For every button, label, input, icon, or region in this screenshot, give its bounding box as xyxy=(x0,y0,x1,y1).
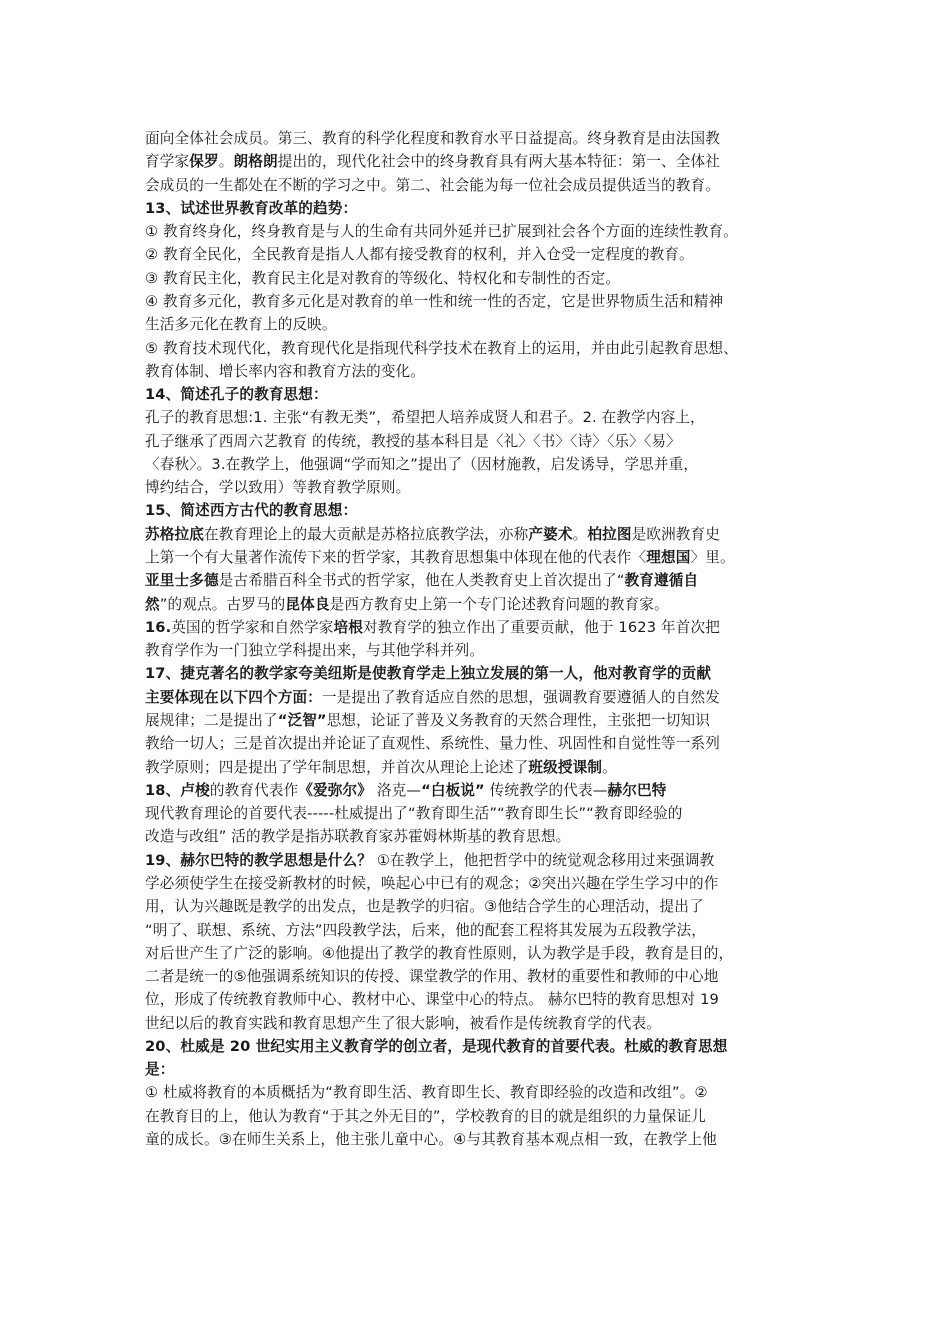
text-run: 生活多元化在教育上的反映。 xyxy=(145,316,337,334)
text-line xyxy=(145,640,484,662)
text-run: 孔子的教育思想:1. 主张“有教无类”，希望把人培养成贤人和君子。2. 在教学内容上， xyxy=(145,409,705,427)
text-line xyxy=(145,1106,706,1128)
text-run: 上第一个有大量著作流传下来的哲学家，其教育思想集中体现在他的代表作〈 xyxy=(145,549,647,567)
text-line xyxy=(145,1013,661,1035)
bold-text-run: 15、简述西方古代的教育思想： xyxy=(145,502,358,520)
bold-text-run: 亚里士多德 xyxy=(145,572,219,590)
text-run: 孔子继承了西周六艺教育 的传统，教授的基本科目是〈礼〉〈书〉〈诗〉〈乐〉〈易〉 xyxy=(145,432,681,450)
text-line xyxy=(145,826,570,848)
text-run: 。 xyxy=(572,525,588,543)
text-run: 思想，论证了普及义务教育的天然合理性，主张把一切知识 xyxy=(326,712,711,729)
text-line xyxy=(145,780,667,802)
text-run: 是古希腊百科全书式的哲学家，他在人类教育史上首次提出了“ xyxy=(218,572,625,590)
text-run: 学必须使学生在接受新教材的时候，唤起心中已有的观念；②突出兴趣在学生学习中的作 xyxy=(145,874,719,892)
text-run: 童的成长。③在师生关系上，他主张儿童中心。④与其教育基本观点相一致，在教学上他 xyxy=(145,1131,717,1149)
text-run: 位，形成了传统教育教师中心、教材中心、课堂中心的特点。 赫尔巴特的教育思想对 19 xyxy=(145,991,719,1009)
bold-text-run: 保罗 xyxy=(189,153,219,171)
bold-text-run: “白板说” xyxy=(421,781,485,799)
text-line xyxy=(145,407,705,429)
text-run: 的教育代表作 xyxy=(209,781,299,799)
text-line xyxy=(145,1036,727,1058)
text-run: 〈春秋〉。3.在教学上，他强调“学而知之”提出了（因材施教，启发诱导，学思并重， xyxy=(145,455,699,473)
text-run: 对后世产生了广泛的影响。④他提出了教学的教育性原则，认为教学是手段，教育是目的， xyxy=(145,944,734,962)
text-run: ① 杜威将教育的本质概括为“教育即生活、教育即生长、教育即经验的改造和改组”。② xyxy=(145,1084,708,1102)
text-line xyxy=(145,338,738,360)
bold-text-run: 17、捷克著名的教学家夸美纽斯是使教育学走上独立发展的第一人，他对教育学的贡献 xyxy=(145,665,712,683)
bold-text-run: 14、简述孔子的教育思想： xyxy=(145,386,328,404)
text-run: 面向全体社会成员。第三、教育的科学化程度和教育水平日益提高。终身教育是由法国教 xyxy=(145,130,721,147)
bold-text-run: 朗格朗 xyxy=(233,153,278,171)
bold-text-run: 《爱弥尔》 xyxy=(298,781,373,799)
text-line xyxy=(145,431,681,453)
text-run: ③ 教育民主化，教育民主化是对教育的等级化、特权化和专制性的否定。 xyxy=(145,269,621,287)
bold-text-run: “泛智” xyxy=(277,712,327,729)
text-run: 用，认为兴趣既是教学的出发点，也是教学的归宿。③他结合学生的心理活动，提出了 xyxy=(145,898,704,916)
text-run: 英国的哲学家和自然学家 xyxy=(171,618,334,636)
text-run: 博约结合，学以致用）等教育教学原则。 xyxy=(145,479,411,497)
bold-text-run: 16. xyxy=(145,618,172,636)
text-line xyxy=(145,803,682,825)
text-line xyxy=(145,989,719,1011)
bold-text-run: 柏拉图 xyxy=(587,525,632,543)
text-run: ① 教育终身化，终身教育是与人的生命有共同外延并已扩展到社会各个方面的连续性教育。 xyxy=(145,223,739,241)
text-run: 在教育目的上，他认为教育“于其之外无目的”，学校教育的目的就是组织的力量保证儿 xyxy=(145,1107,706,1125)
text-run: 洛克— xyxy=(372,781,422,799)
text-run: “明了、联想、系统、方法”四段教学法，后来，他的配套工程将其发展为五段教学法， xyxy=(145,921,706,939)
text-run: 现代教育理论的首要代表-----杜威提出了“教育即生活”“教育即生长”“教育即经验的 xyxy=(145,805,683,823)
text-line xyxy=(145,617,720,639)
text-line xyxy=(145,1129,717,1151)
text-run: ”的观点。古罗马的 xyxy=(159,595,286,613)
text-run: 教育学作为一门独立学科提出来，与其他学科并列。 xyxy=(145,642,485,660)
bold-text-run: 苏格拉底 xyxy=(145,525,204,543)
text-line xyxy=(145,221,738,243)
text-line xyxy=(145,198,357,220)
text-run: 是西方教育史上第一个专门论述教育问题的教育家。 xyxy=(329,595,669,613)
text-line xyxy=(145,687,720,709)
text-line xyxy=(145,547,735,569)
text-line xyxy=(145,268,620,290)
bold-text-run: 是： xyxy=(145,1061,175,1079)
text-run: ④ 教育多元化，教育多元化是对教育的单一性和统一性的否定，它是世界物质生活和精神 xyxy=(145,292,724,310)
text-line xyxy=(145,151,720,173)
text-run: 。 xyxy=(218,153,234,171)
text-line xyxy=(145,244,694,266)
bold-text-run: 13、试述世界教育改革的趋势： xyxy=(145,199,358,217)
text-run: 育学家 xyxy=(145,153,190,171)
text-line xyxy=(145,850,714,872)
bold-text-run: 理想国 xyxy=(646,549,691,567)
text-line xyxy=(145,477,410,499)
text-run: 是欧洲教育史 xyxy=(631,525,721,543)
text-line xyxy=(145,454,698,476)
bold-text-run: 教育遵循自 xyxy=(624,572,699,590)
bold-text-run: 然 xyxy=(145,595,160,613)
text-run: 教学原则；四是提出了学年制思想，并首次从理论上论述了 xyxy=(145,758,529,776)
text-line xyxy=(145,757,617,779)
text-line xyxy=(145,1082,708,1104)
text-line xyxy=(145,570,698,592)
text-line xyxy=(145,710,710,732)
text-line xyxy=(145,314,337,336)
text-run: 教育体制、增长率内容和教育方法的变化。 xyxy=(145,362,426,380)
text-line xyxy=(145,896,704,918)
text-run: ⑤ 教育技术现代化，教育现代化是指现代科学技术在教育上的运用，并由此引起教育思想、 xyxy=(145,339,739,357)
text-line xyxy=(145,524,720,546)
text-run: ② 教育全民化，全民教育是指人人都有接受教育的权利，并入仓受一定程度的教育。 xyxy=(145,246,694,264)
bold-text-run: 产婆术 xyxy=(528,525,573,543)
text-line xyxy=(145,175,720,197)
text-run: 二者是统一的⑤他强调系统知识的传授、课堂教学的作用、教材的重要性和教师的中心地 xyxy=(145,968,719,986)
text-run: 世纪以后的教育实践和教育思想产生了很大影响，被看作是传统教育学的代表。 xyxy=(145,1014,662,1032)
text-run: 传统教学的代表— xyxy=(484,781,608,799)
text-line xyxy=(145,291,723,313)
text-line xyxy=(145,873,719,895)
text-line xyxy=(145,594,669,616)
text-run: 〉里。 xyxy=(690,549,735,567)
text-run: 教给一切人；三是首次提出并论证了直观性、系统性、量力性、巩固性和自觉性等一系列 xyxy=(145,735,721,753)
text-run: 。 xyxy=(602,758,617,776)
bold-text-run: 培根 xyxy=(333,618,363,636)
text-run: ①在教学上，他把哲学中的统觉观念移用过来强调教 xyxy=(372,851,715,869)
text-line xyxy=(145,966,719,988)
bold-text-run: 赫尔巴特 xyxy=(607,781,667,799)
text-run: 展规律；二是提出了 xyxy=(145,712,278,729)
text-line xyxy=(145,500,357,522)
bold-text-run: 班级授课制 xyxy=(528,758,603,776)
text-line xyxy=(145,128,720,150)
text-run: 会成员的一生都处在不断的学习之中。第二、社会能为每一位社会成员提供适当的教育。 xyxy=(145,176,721,194)
text-line xyxy=(145,733,720,755)
text-line xyxy=(145,361,425,383)
text-line xyxy=(145,920,706,942)
bold-text-run: 18、卢梭 xyxy=(145,781,210,799)
text-run: 提出的，现代化社会中的终身教育具有两大基本特征：第一、全体社 xyxy=(277,153,721,171)
bold-text-run: 昆体良 xyxy=(285,595,330,613)
text-line xyxy=(145,1059,175,1081)
text-run: 改造与改组” 活的教学是指苏联教育家苏霍姆林斯基的教育思想。 xyxy=(145,828,571,846)
bold-text-run: 主要体现在以下四个方面： xyxy=(145,688,322,706)
bold-text-run: 20、杜威是 20 世纪实用主义教育学的创立者，是现代教育的首要代表。杜威的教育思想 xyxy=(145,1037,728,1055)
text-line xyxy=(145,663,711,685)
text-run: 对教育学的独立作出了重要贡献，他于 1623 年首次把 xyxy=(363,618,720,636)
text-run: 在教育理论上的最大贡献是苏格拉底教学法，亦称 xyxy=(203,525,529,543)
text-line xyxy=(145,943,733,965)
bold-text-run: 19、赫尔巴特的教学思想是什么？ xyxy=(145,851,373,869)
text-line xyxy=(145,384,328,406)
text-run: 一是提出了教育适应自然的思想，强调教育要遵循人的自然发 xyxy=(321,688,721,706)
